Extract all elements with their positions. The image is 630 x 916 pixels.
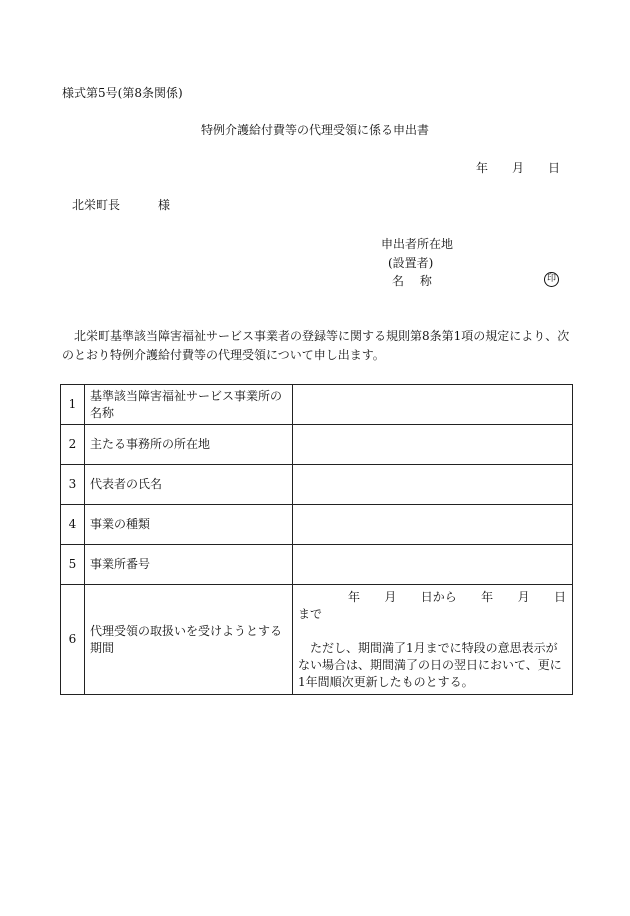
row-label: 事業所番号: [85, 545, 293, 585]
row-number: 4: [61, 505, 85, 545]
row-number: 5: [61, 545, 85, 585]
seal-mark: 印: [544, 272, 559, 287]
addressee-honorific: 様: [158, 198, 171, 212]
period-end-year: 年: [481, 590, 494, 604]
table-row: [61, 425, 573, 465]
addressee: [72, 197, 170, 213]
row-number: 6: [61, 585, 85, 695]
date-day-label: 日: [548, 161, 561, 175]
document-title: 特例介護給付費等の代理受領に係る申出書: [200, 123, 429, 137]
row-number: 3: [61, 465, 85, 505]
row-label: 代理受領の取扱いを受けようとする期間: [85, 585, 293, 695]
row-value-field[interactable]: [293, 545, 573, 585]
row-label: 事業の種類: [85, 505, 293, 545]
period-dates: [298, 589, 567, 606]
table-row: [61, 465, 573, 505]
date-year-label: 年: [476, 161, 489, 175]
period-start-day: 日から: [420, 590, 457, 604]
applicant-address-label: 申出者所在地: [381, 237, 454, 251]
period-start-month: 月: [384, 590, 397, 604]
period-end-month: 月: [517, 590, 530, 604]
row-value-field[interactable]: [293, 385, 573, 425]
form-number: 様式第5号(第8条関係): [62, 86, 183, 100]
row-label: 基準該当障害福祉サービス事業所の名称: [85, 385, 293, 425]
row-label: 主たる事務所の所在地: [85, 425, 293, 465]
period-cell[interactable]: [293, 585, 573, 695]
period-until: まで: [298, 607, 323, 621]
application-table: [60, 384, 573, 695]
row-value-field[interactable]: [293, 425, 573, 465]
renewal-note: ただし、期間満了1月までに特段の意思表示がない場合は、期間満了の日の翌日において、更に1年間順次更新したものとする。: [298, 641, 562, 689]
period-start-year: 年: [348, 590, 361, 604]
table-row: [61, 585, 573, 695]
applicant-name-label: 名 称: [392, 274, 432, 288]
date-month-label: 月: [512, 161, 525, 175]
table-row: [61, 385, 573, 425]
row-number: 2: [61, 425, 85, 465]
intro-paragraph: 北栄町基準該当障害福祉サービス事業者の登録等に関する規則第8条第1項の規定により、次のとおり特例介護給付費等の代理受領について申し出ます。: [62, 329, 570, 362]
row-number: 1: [61, 385, 85, 425]
row-value-field[interactable]: [293, 505, 573, 545]
row-value-field[interactable]: [293, 465, 573, 505]
period-end-day: 日: [553, 590, 566, 604]
applicant-role-label: (設置者): [388, 256, 434, 270]
table-row: [61, 545, 573, 585]
addressee-name: 北栄町長: [72, 198, 121, 212]
row-label: 代表者の氏名: [85, 465, 293, 505]
table-row: [61, 505, 573, 545]
